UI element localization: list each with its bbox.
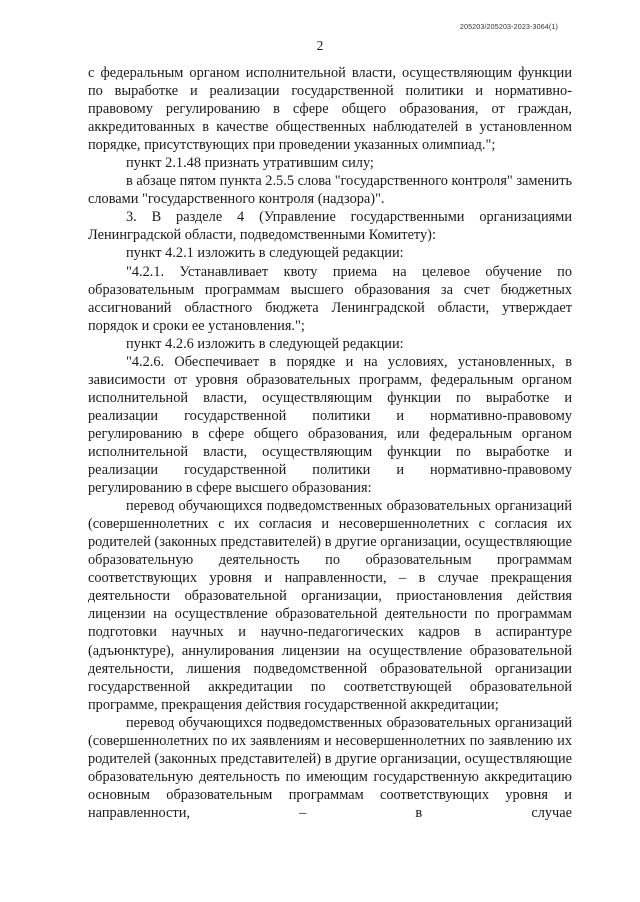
document-body bbox=[88, 64, 572, 822]
paragraph: пункт 4.2.6 изложить в следующей редакции: bbox=[126, 335, 404, 352]
paragraph: перевод обучающихся подведомственных образовательных организаций (совершеннолетних по их заявлениям и несовершеннолетних по заявлению их родителей (законных представителей) в другие организации, осуществляющие образовательную деятельность по имеющим государственную аккредитацию основным образовательным программам соответствующих уровня и направленности, – в случае bbox=[88, 714, 572, 821]
paragraph: пункт 4.2.1 изложить в следующей редакции: bbox=[126, 245, 404, 262]
paragraph: "4.2.6. Обеспечивает в порядке и на условиях, установленных, в зависимости от уровня образовательных программ, федеральным органом исполнительной власти, осуществляющим функции по выработке и реализации государственной политики и нормативно-правовому регулированию в сфере общего образования, или федеральным органом исполнительной власти, осуществляющим функции по выработке и реализации государственной политики и нормативно-правовому регулированию в сфере высшего образования: bbox=[88, 353, 572, 497]
paragraph: перевод обучающихся подведомственных образовательных организаций (совершеннолетних с их согласия и несовершеннолетних с согласия их родителей (законных представителей) в другие организации, осуществляющие образовательную деятельность по образовательным программам соответствующих уровня и направленности, – в случае прекращения деятельности образовательной организации, приостановления действия лицензии на осуществление образовательной деятельности по программам подготовки научных и научно-педагогических кадров в аспирантуре (адъюнктуре), аннулирования лицензии на осуществление образовательной деятельности, лишения подведомственной образовательной организации государственной аккредитации по соответствующей образовательной программе, прекращения действия государственной аккредитации; bbox=[88, 498, 572, 713]
paragraph: 3. В разделе 4 (Управление государственными организациями Ленинградской области, подведомственными Комитету): bbox=[88, 209, 572, 244]
paragraph: с федеральным органом исполнительной власти, осуществляющим функции по выработке и реализации государственной политики и нормативно-правовому регулированию в сфере общего образования, от граждан, аккредитованных в качестве общественных наблюдателей в установленном порядке, присутствующих при проведении указанных олимпиад."; bbox=[88, 65, 572, 154]
document-id: 205203/205203-2023-3064(1) bbox=[459, 22, 558, 31]
paragraph: "4.2.1. Устанавливает квоту приема на целевое обучение по образовательным программам высшего образования за счет бюджетных ассигнований областного бюджета Ленинградской области, утверждает порядок и сроки ее установления."; bbox=[88, 263, 572, 334]
paragraph: пункт 2.1.48 признать утратившим силу; bbox=[126, 155, 374, 172]
page-number: 2 bbox=[316, 38, 324, 53]
paragraph: в абзаце пятом пункта 2.5.5 слова "государственного контроля" заменить словами "государственного контроля (надзора)". bbox=[88, 173, 573, 208]
